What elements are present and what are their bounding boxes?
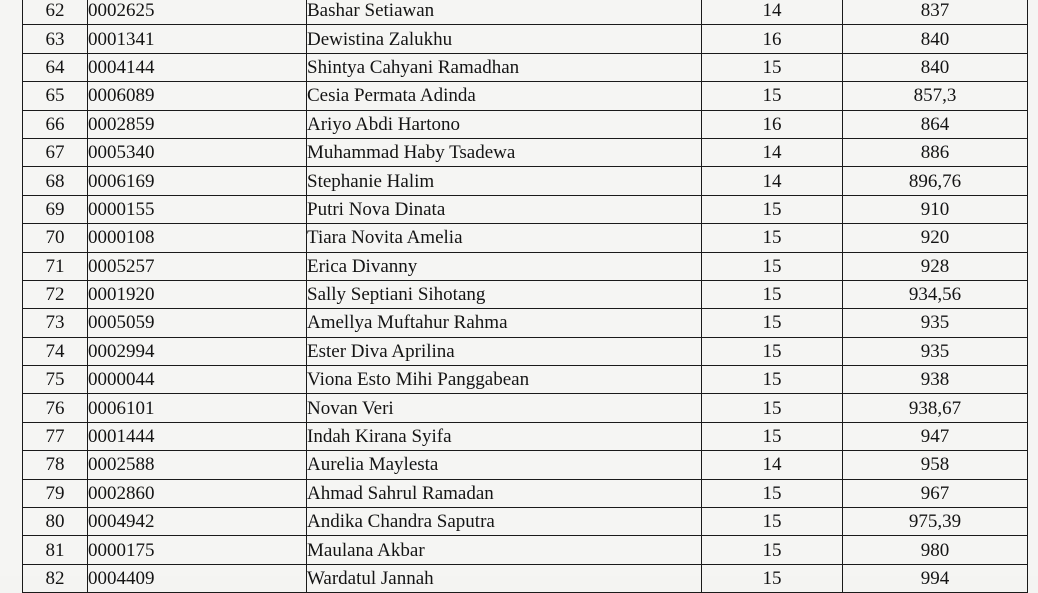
row-number-cell: 71 (23, 252, 88, 280)
table-row (23, 25, 1028, 53)
participant-id-cell: 0002588 (88, 451, 307, 479)
age-cell: 15 (702, 309, 843, 337)
row-number-cell: 75 (23, 366, 88, 394)
age-cell: 15 (702, 252, 843, 280)
row-number-cell: 79 (23, 479, 88, 507)
participant-name-cell: Andika Chandra Saputra (307, 508, 702, 536)
score-cell: 975,39 (843, 508, 1028, 536)
age-cell: 15 (702, 280, 843, 308)
participant-name-cell: Maulana Akbar (307, 536, 702, 564)
participant-name-cell: Ariyo Abdi Hartono (307, 110, 702, 138)
participant-name-cell: Amellya Muftahur Rahma (307, 309, 702, 337)
age-cell: 16 (702, 25, 843, 53)
table-row (23, 280, 1028, 308)
score-cell: 896,76 (843, 167, 1028, 195)
score-cell: 857,3 (843, 82, 1028, 110)
row-number-cell: 62 (23, 0, 88, 25)
score-cell: 980 (843, 536, 1028, 564)
table-row (23, 252, 1028, 280)
row-number-cell: 82 (23, 564, 88, 592)
row-number-cell: 81 (23, 536, 88, 564)
participant-id-cell: 0001444 (88, 422, 307, 450)
age-cell: 16 (702, 110, 843, 138)
score-cell: 935 (843, 309, 1028, 337)
age-cell: 15 (702, 536, 843, 564)
row-number-cell: 76 (23, 394, 88, 422)
participant-id-cell: 0000108 (88, 224, 307, 252)
age-cell: 15 (702, 337, 843, 365)
table-row (23, 394, 1028, 422)
participant-id-cell: 0000044 (88, 366, 307, 394)
participant-id-cell: 0004942 (88, 508, 307, 536)
score-cell: 928 (843, 252, 1028, 280)
participant-name-cell: Cesia Permata Adinda (307, 82, 702, 110)
participant-id-cell: 0001920 (88, 280, 307, 308)
age-cell: 15 (702, 53, 843, 81)
score-cell: 967 (843, 479, 1028, 507)
participant-name-cell: Viona Esto Mihi Panggabean (307, 366, 702, 394)
row-number-cell: 73 (23, 309, 88, 337)
row-number-cell: 64 (23, 53, 88, 81)
participant-name-cell: Shintya Cahyani Ramadhan (307, 53, 702, 81)
table-row (23, 564, 1028, 592)
score-cell: 840 (843, 53, 1028, 81)
participant-id-cell: 0001341 (88, 25, 307, 53)
age-cell: 14 (702, 167, 843, 195)
participant-name-cell: Aurelia Maylesta (307, 451, 702, 479)
age-cell: 14 (702, 451, 843, 479)
age-cell: 14 (702, 0, 843, 25)
row-number-cell: 72 (23, 280, 88, 308)
age-cell: 15 (702, 394, 843, 422)
row-number-cell: 78 (23, 451, 88, 479)
participant-name-cell: Putri Nova Dinata (307, 195, 702, 223)
age-cell: 15 (702, 82, 843, 110)
age-cell: 15 (702, 366, 843, 394)
age-cell: 14 (702, 138, 843, 166)
table-row (23, 422, 1028, 450)
row-number-cell: 65 (23, 82, 88, 110)
score-cell: 934,56 (843, 280, 1028, 308)
row-number-cell: 66 (23, 110, 88, 138)
participant-id-cell: 0004144 (88, 53, 307, 81)
participant-name-cell: Stephanie Halim (307, 167, 702, 195)
participant-name-cell: Novan Veri (307, 394, 702, 422)
participant-id-cell: 0006169 (88, 167, 307, 195)
participant-id-cell: 0000155 (88, 195, 307, 223)
table-row (23, 366, 1028, 394)
row-number-cell: 70 (23, 224, 88, 252)
table-row (23, 309, 1028, 337)
age-cell: 15 (702, 422, 843, 450)
table-row (23, 138, 1028, 166)
participant-name-cell: Sally Septiani Sihotang (307, 280, 702, 308)
table-row (23, 479, 1028, 507)
participant-name-cell: Ester Diva Aprilina (307, 337, 702, 365)
table-row (23, 224, 1028, 252)
age-cell: 15 (702, 224, 843, 252)
table-row (23, 82, 1028, 110)
participant-id-cell: 0004409 (88, 564, 307, 592)
table-row (23, 195, 1028, 223)
participant-id-cell: 0002625 (88, 0, 307, 25)
participant-name-cell: Tiara Novita Amelia (307, 224, 702, 252)
row-number-cell: 67 (23, 138, 88, 166)
participant-name-cell: Indah Kirana Syifa (307, 422, 702, 450)
participant-name-cell: Wardatul Jannah (307, 564, 702, 592)
table-row (23, 508, 1028, 536)
participant-id-cell: 0002860 (88, 479, 307, 507)
table-row (23, 451, 1028, 479)
age-cell: 15 (702, 564, 843, 592)
row-number-cell: 80 (23, 508, 88, 536)
participant-name-cell: Dewistina Zalukhu (307, 25, 702, 53)
ranking-table-body (23, 0, 1028, 592)
score-cell: 938,67 (843, 394, 1028, 422)
ranking-table (22, 0, 1028, 593)
score-cell: 840 (843, 25, 1028, 53)
score-cell: 910 (843, 195, 1028, 223)
score-cell: 938 (843, 366, 1028, 394)
score-cell: 920 (843, 224, 1028, 252)
participant-id-cell: 0002994 (88, 337, 307, 365)
score-cell: 958 (843, 451, 1028, 479)
row-number-cell: 74 (23, 337, 88, 365)
participant-name-cell: Bashar Setiawan (307, 0, 702, 25)
participant-name-cell: Erica Divanny (307, 252, 702, 280)
participant-id-cell: 0006101 (88, 394, 307, 422)
participant-id-cell: 0005340 (88, 138, 307, 166)
participant-id-cell: 0005257 (88, 252, 307, 280)
row-number-cell: 77 (23, 422, 88, 450)
table-row (23, 53, 1028, 81)
table-row (23, 167, 1028, 195)
score-cell: 947 (843, 422, 1028, 450)
row-number-cell: 68 (23, 167, 88, 195)
score-cell: 994 (843, 564, 1028, 592)
table-row (23, 0, 1028, 25)
row-number-cell: 63 (23, 25, 88, 53)
table-row (23, 536, 1028, 564)
participant-id-cell: 0005059 (88, 309, 307, 337)
age-cell: 15 (702, 479, 843, 507)
row-number-cell: 69 (23, 195, 88, 223)
participant-id-cell: 0002859 (88, 110, 307, 138)
age-cell: 15 (702, 195, 843, 223)
score-cell: 886 (843, 138, 1028, 166)
table-row (23, 110, 1028, 138)
score-cell: 837 (843, 0, 1028, 25)
participant-id-cell: 0000175 (88, 536, 307, 564)
table-row (23, 337, 1028, 365)
score-cell: 864 (843, 110, 1028, 138)
participant-id-cell: 0006089 (88, 82, 307, 110)
score-cell: 935 (843, 337, 1028, 365)
age-cell: 15 (702, 508, 843, 536)
participant-name-cell: Ahmad Sahrul Ramadan (307, 479, 702, 507)
participant-name-cell: Muhammad Haby Tsadewa (307, 138, 702, 166)
